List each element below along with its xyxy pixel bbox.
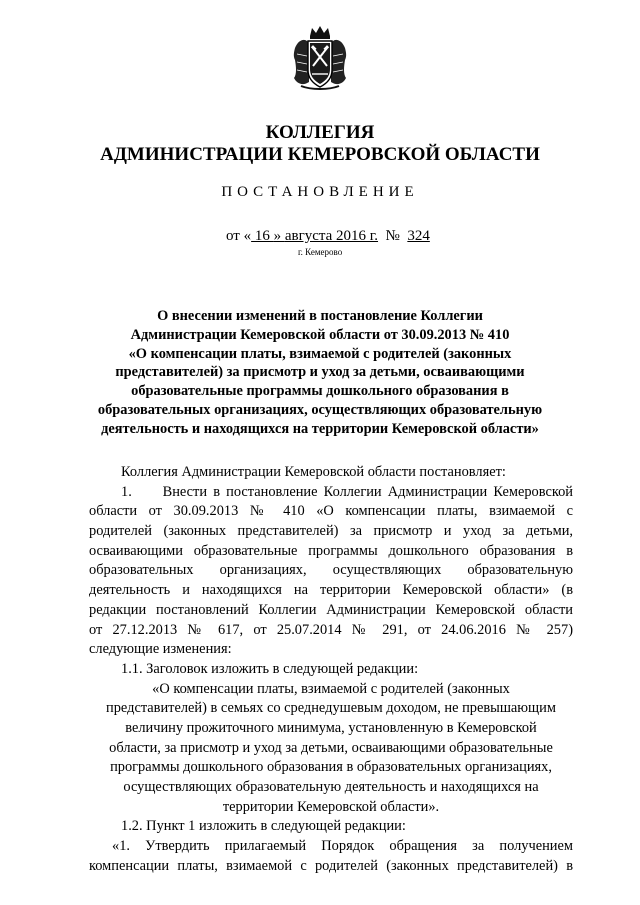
document-type: ПОСТАНОВЛЕНИЕ bbox=[221, 184, 419, 200]
title-line: «О компенсации платы, взимаемой с родителей (законных bbox=[128, 345, 512, 362]
body-line: деятельность и находящихся на территории Кемеровской области» (в bbox=[89, 582, 573, 599]
quoted-line: величину прожиточного минимума, установленную в Кемеровской bbox=[125, 719, 537, 736]
document-number: 324 bbox=[407, 228, 430, 244]
title-line: образовательные программы дошкольного образования в bbox=[131, 383, 509, 400]
date-day: 16 bbox=[251, 228, 274, 244]
quoted-line: территории Кемеровской области». bbox=[222, 798, 440, 815]
document-place: г. Кемерово bbox=[298, 247, 343, 257]
body-line: образовательных организациях, осуществляющих образовательную bbox=[89, 562, 573, 579]
document-body bbox=[89, 463, 573, 876]
body-line: Коллегия Администрации Кемеровской области постановляет: bbox=[121, 464, 506, 480]
body-line: следующие изменения: bbox=[89, 641, 232, 658]
number-sign: № bbox=[378, 228, 408, 244]
body-line: редакции постановлений Коллегии Администрации Кемеровской области bbox=[89, 601, 573, 618]
body-line: 1.1. Заголовок изложить в следующей редакции: bbox=[121, 660, 419, 677]
organization-name-line1: КОЛЛЕГИЯ bbox=[265, 122, 375, 143]
quoted-line: программы дошкольного образования в образовательных организациях, bbox=[110, 759, 552, 776]
body-line: родителей (законных представителей) за присмотр и уход за детьми, bbox=[89, 523, 573, 540]
coat-of-arms-icon bbox=[291, 24, 349, 92]
quoted-line: представителей) в семьях со среднедушевым доходом, не превышающим bbox=[106, 700, 556, 717]
title-line: деятельность и находящихся на территории Кемеровской области» bbox=[101, 420, 539, 437]
quoted-line: осуществляющих образовательную деятельность и находящихся на bbox=[123, 779, 539, 795]
date-month-year: августа 2016 г. bbox=[284, 228, 379, 244]
body-line: компенсации платы, взимаемой с родителей (законных представителей) в bbox=[89, 857, 573, 874]
body-line: 1.2. Пункт 1 изложить в следующей редакции: bbox=[121, 818, 406, 835]
title-line: образовательных организациях, осуществляющих образовательную bbox=[97, 401, 543, 418]
body-line: 1. Внести в постановление Коллегии Администрации Кемеровской bbox=[121, 483, 573, 500]
body-line: от 27.12.2013 № 617, от 25.07.2014 № 291, от 24.06.2016 № 257) bbox=[89, 621, 573, 638]
document-date-line bbox=[226, 228, 430, 245]
body-line: осваивающими образовательные программы дошкольного образования в bbox=[89, 542, 573, 559]
document-title bbox=[70, 307, 570, 439]
quoted-line: «О компенсации платы, взимаемой с родителей (законных bbox=[152, 680, 510, 697]
body-line: «1. Утвердить прилагаемый Порядок обращения за получением bbox=[112, 838, 573, 855]
date-mid: » bbox=[273, 228, 285, 244]
body-line: области от 30.09.2013 № 410 «О компенсации платы, взимаемой с bbox=[89, 503, 573, 520]
date-prefix: от « bbox=[226, 228, 252, 244]
title-line: представителей) за присмотр и уход за детьми, осваивающими bbox=[115, 364, 525, 381]
quoted-line: области, за присмотр и уход за детьми, осваивающими образовательные bbox=[109, 739, 553, 756]
title-line: Администрации Кемеровской области от 30.09.2013 № 410 bbox=[130, 326, 510, 343]
organization-name-line2: АДМИНИСТРАЦИИ КЕМЕРОВСКОЙ ОБЛАСТИ bbox=[100, 144, 540, 165]
title-line: О внесении изменений в постановление Коллегии bbox=[157, 308, 483, 324]
